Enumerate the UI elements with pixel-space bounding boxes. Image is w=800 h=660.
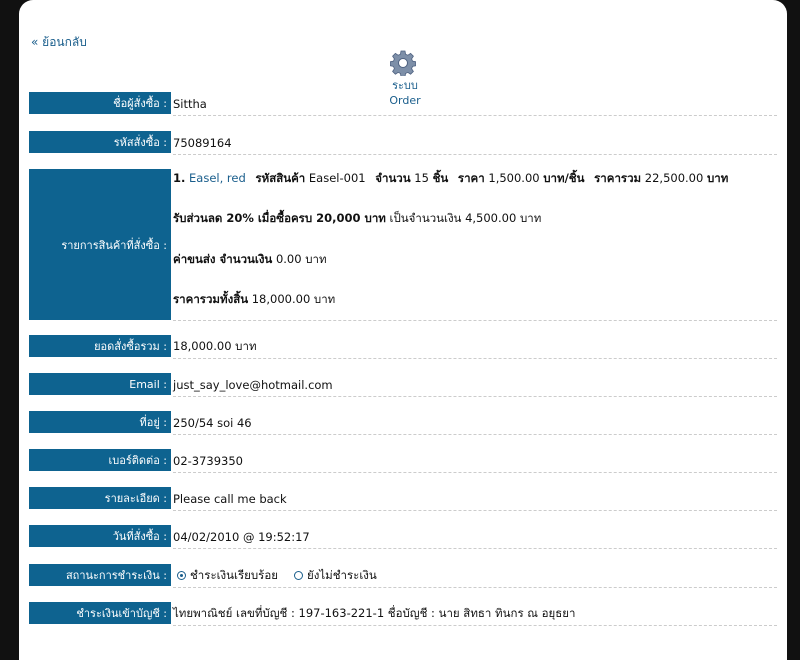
unpaid-radio-label: ยังไม่ชำระเงิน	[307, 567, 377, 582]
bank-value: ไทยพาณิชย์ เลขที่บัญชี : 197-163-221-1 ชื่อบัญชี : นาย สิทธา ทินกร ณ อยุธยา	[173, 602, 777, 626]
phone-label: เบอร์ติดต่อ :	[29, 449, 171, 471]
phone-value: 02-3739350	[173, 449, 777, 473]
buyer-row	[29, 92, 777, 116]
paid-radio[interactable]	[177, 571, 186, 580]
bank-row	[29, 602, 777, 626]
item-line: 1. Easel, red รหัสสินค้า Easel-001 จำนวน 15 ชิ้น ราคา 1,500.00 บาท/ชิ้น ราคารวม 22,500.00 บาท	[173, 171, 729, 185]
date-row	[29, 525, 777, 549]
items-label: รายการสินค้าที่สั่งซื้อ :	[29, 169, 171, 320]
date-label: วันที่สั่งซื้อ :	[29, 525, 171, 547]
gear-icon	[390, 50, 416, 76]
discount-line: รับส่วนลด 20% เมื่อซื้อครบ 20,000 บาท เป็นจำนวนเงิน 4,500.00 บาท	[173, 211, 542, 225]
payment-status-value	[173, 564, 777, 588]
total-label: ยอดสั่งซื้อรวม :	[29, 335, 171, 357]
address-row	[29, 411, 777, 435]
date-value: 04/02/2010 @ 19:52:17	[173, 525, 777, 549]
email-value: just_say_love@hotmail.com	[173, 373, 777, 397]
order-id-label: รหัสสั่งซื้อ :	[29, 131, 171, 153]
detail-label: รายละเอียด :	[29, 487, 171, 509]
detail-row	[29, 487, 777, 511]
buyer-label: ชื่อผู้สั่งซื้อ :	[29, 92, 171, 114]
payment-status-row	[29, 564, 777, 588]
email-label: Email :	[29, 373, 171, 395]
shipping-line: ค่าขนส่ง จำนวนเงิน 0.00 บาท	[173, 252, 327, 266]
paid-radio-label: ชำระเงินเรียบร้อย	[190, 567, 278, 582]
order-id-row	[29, 131, 777, 155]
total-value: 18,000.00 บาท	[173, 335, 777, 359]
order-panel	[19, 0, 787, 660]
back-link[interactable]: « ย้อนกลับ	[31, 35, 87, 49]
unpaid-radio[interactable]	[294, 571, 303, 580]
grand-total-line: ราคารวมทั้งสิ้น 18,000.00 บาท	[173, 292, 336, 306]
detail-value: Please call me back	[173, 487, 777, 511]
address-value: 250/54 soi 46	[173, 411, 777, 435]
order-id-value: 75089164	[173, 131, 777, 155]
items-row	[29, 169, 777, 320]
payment-status-label: สถานะการชำระเงิน :	[29, 564, 171, 586]
buyer-value: Sittha	[173, 92, 777, 116]
address-label: ที่อยู่ :	[29, 411, 171, 433]
email-row	[29, 373, 777, 397]
item-name-link[interactable]: Easel, red	[189, 171, 246, 185]
bank-label: ชำระเงินเข้าบัญชี :	[29, 602, 171, 624]
system-title: ระบบ Order	[389, 79, 421, 107]
phone-row	[29, 449, 777, 473]
total-row	[29, 335, 777, 359]
